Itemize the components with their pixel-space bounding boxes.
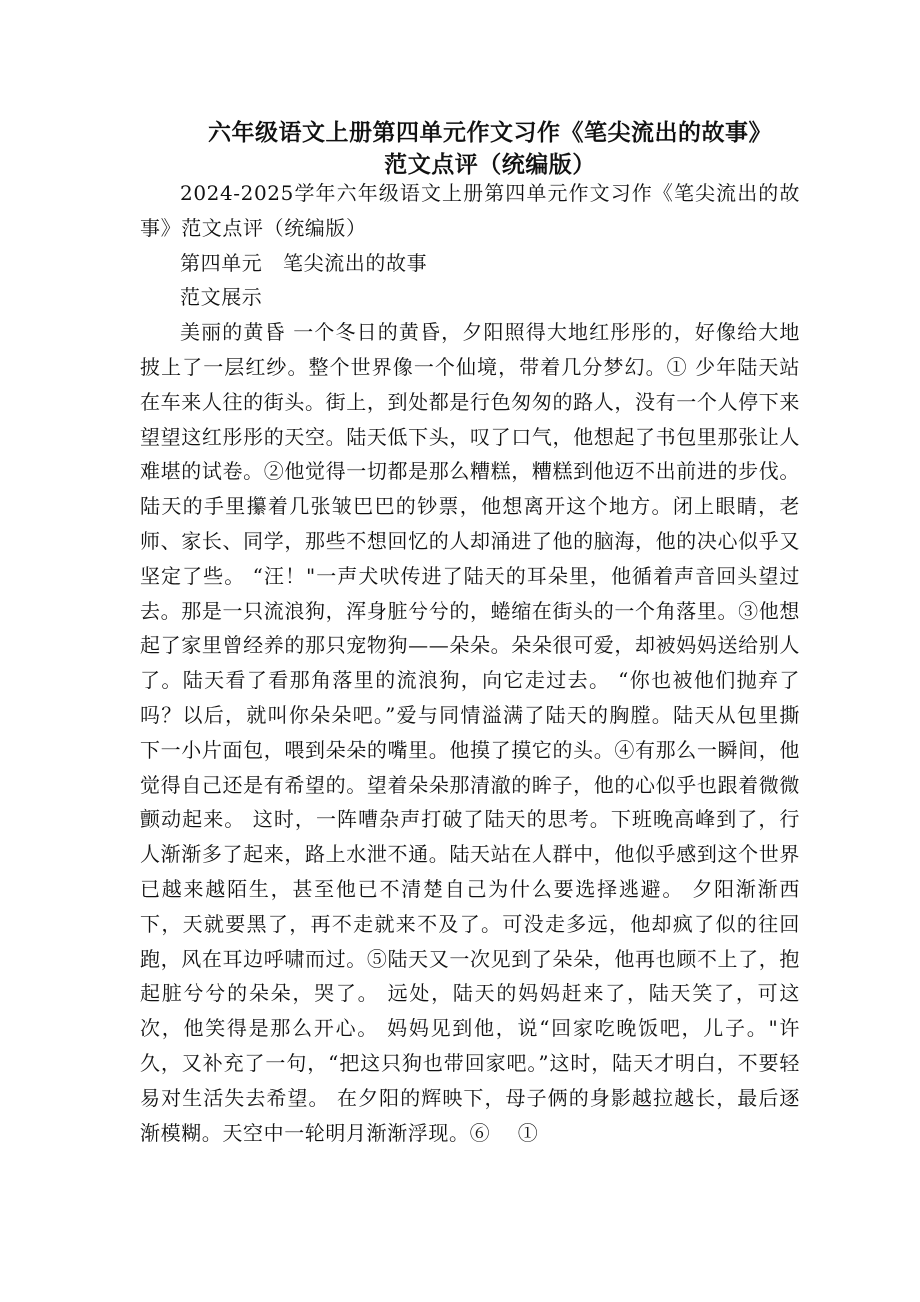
subtitle-paragraph: 2024-2025学年六年级语文上册第四单元作文习作《笔尖流出的故事》范文点评（统编版） [140, 181, 800, 240]
essay-paragraph: 美丽的黄昏 一个冬日的黄昏，夕阳照得大地红彤彤的，好像给大地披上了一层红纱。整个世界像一个仙境，带着几分梦幻。① 少年陆天站在车来人往的街头。街上，到处都是行色匆匆的路人，没有一个人停下来望望这红彤彤的天空。陆天低下头，叹了口气，他想起了书包里那张让人难堪的试卷。②他觉得一切都是那么糟糕，糟糕到他迈不出前进的步伐。 陆天的手里攥着几张皱巴巴的钞票，他想离开这个地方。闭上眼睛，老师、家长、同学，那些不想回忆的人却涌进了他的脑海，他的决心似乎又坚定了些。 “汪！"一声犬吠传进了陆天的耳朵里，他循着声音回头望过去。那是一只流浪狗，浑身脏兮兮的，蜷缩在街头的一个角落里。③他想起了家里曾经养的那只宠物狗——朵朵。朵朵很可爱，却被妈妈送给别人了。陆天看了看那角落里的流浪狗，向它走过去。 “你也被他们抛弃了吗？以后，就叫你朵朵吧。”爱与同情溢满了陆天的胸膛。陆天从包里撕下一小片面包，喂到朵朵的嘴里。他摸了摸它的头。④有那么一瞬间，他觉得自己还是有希望的。望着朵朵那清澈的眸子，他的心似乎也跟着微微颤动起来。 这时，一阵嘈杂声打破了陆天的思考。下班晚高峰到了，行人渐渐多了起来，路上水泄不通。陆天站在人群中，他似乎感到这个世界已越来越陌生，甚至他已不清楚自己为什么要选择逃避。 夕阳渐渐西下，天就要黑了，再不走就来不及了。可没走多远，他却疯了似的往回跑，风在耳边呼啸而过。⑤陆天又一次见到了朵朵，他再也顾不上了，抱起脏兮兮的朵朵，哭了。 远处，陆天的妈妈赶来了，陆天笑了，可这次，他笑得是那么开心。 妈妈见到他，说“回家吃晚饭吧，儿子。"许久，又补充了一句，“把这只狗也带回家吧。”这时，陆天才明白，不要轻易对生活失去希望。 在夕阳的辉映下，母子俩的身影越拉越长，最后逐渐模糊。天空中一轮明月渐渐浮现。⑥ ① [140, 320, 800, 1145]
document-body [140, 176, 800, 1150]
unit-heading: 第四单元 笔尖流出的故事 [180, 250, 428, 275]
document-title-line-2: 范文点评（统编版） [384, 152, 596, 178]
document-title-line-1: 六年级语文上册第四单元作文习作《笔尖流出的故事》 [208, 120, 772, 146]
section-label: 范文展示 [180, 285, 263, 310]
